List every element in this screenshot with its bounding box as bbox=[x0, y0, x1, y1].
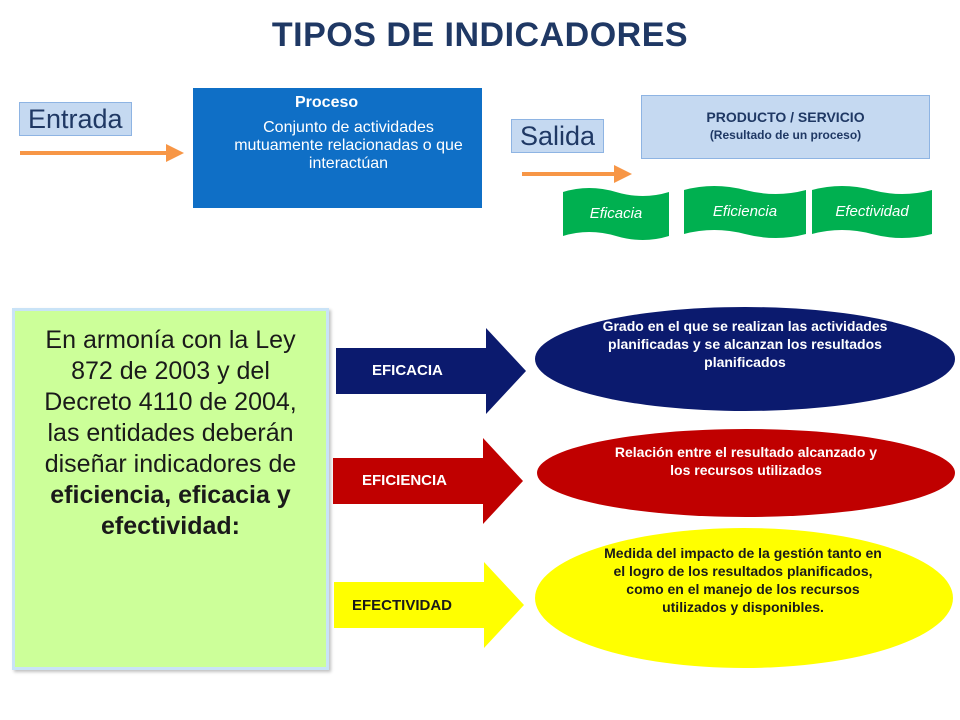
entrada-tag: Entrada bbox=[19, 102, 132, 136]
proceso-box bbox=[193, 88, 482, 208]
page-title: TIPOS DE INDICADORES bbox=[271, 16, 689, 54]
label-efectividad: EFECTIVIDAD bbox=[352, 597, 453, 614]
producto-box bbox=[641, 95, 930, 159]
label-eficacia: EFICACIA bbox=[372, 362, 443, 379]
tag-eficiencia: Eficiencia bbox=[712, 203, 778, 220]
salida-tag: Salida bbox=[511, 119, 604, 153]
label-eficiencia: EFICIENCIA bbox=[362, 472, 448, 489]
entrada-arrow bbox=[18, 138, 188, 168]
salida-arrow bbox=[520, 160, 635, 188]
tag-efectividad: Efectividad bbox=[835, 203, 909, 220]
producto-heading: PRODUCTO / SERVICIO bbox=[706, 109, 865, 125]
tag-eficacia: Eficacia bbox=[589, 205, 643, 222]
desc-efectividad: Medida del impacto de la gestión tanto en el logro de los resultados planificados, como en el manejo de los recursos utilizados y disponibles. bbox=[604, 545, 882, 615]
legal-text: En armonía con la Ley 872 de 2003 y del Decreto 4110 de 2004, las entidades deberán diseñar indicadores de bbox=[44, 326, 297, 478]
proceso-description: Conjunto de actividades mutuamente relacionadas o que interactúan bbox=[234, 119, 463, 172]
legal-text-box bbox=[12, 308, 329, 670]
desc-eficiencia: Relación entre el resultado alcanzado y los recursos utilizados bbox=[614, 444, 878, 478]
desc-eficacia: Grado en el que se realizan las actividades planificadas y se alcanzan los resultados planificados bbox=[602, 318, 888, 370]
producto-subheading: (Resultado de un proceso) bbox=[709, 128, 862, 142]
proceso-heading: Proceso bbox=[295, 94, 359, 111]
legal-text-emphasis: eficiencia, eficacia y efectividad: bbox=[50, 481, 291, 540]
